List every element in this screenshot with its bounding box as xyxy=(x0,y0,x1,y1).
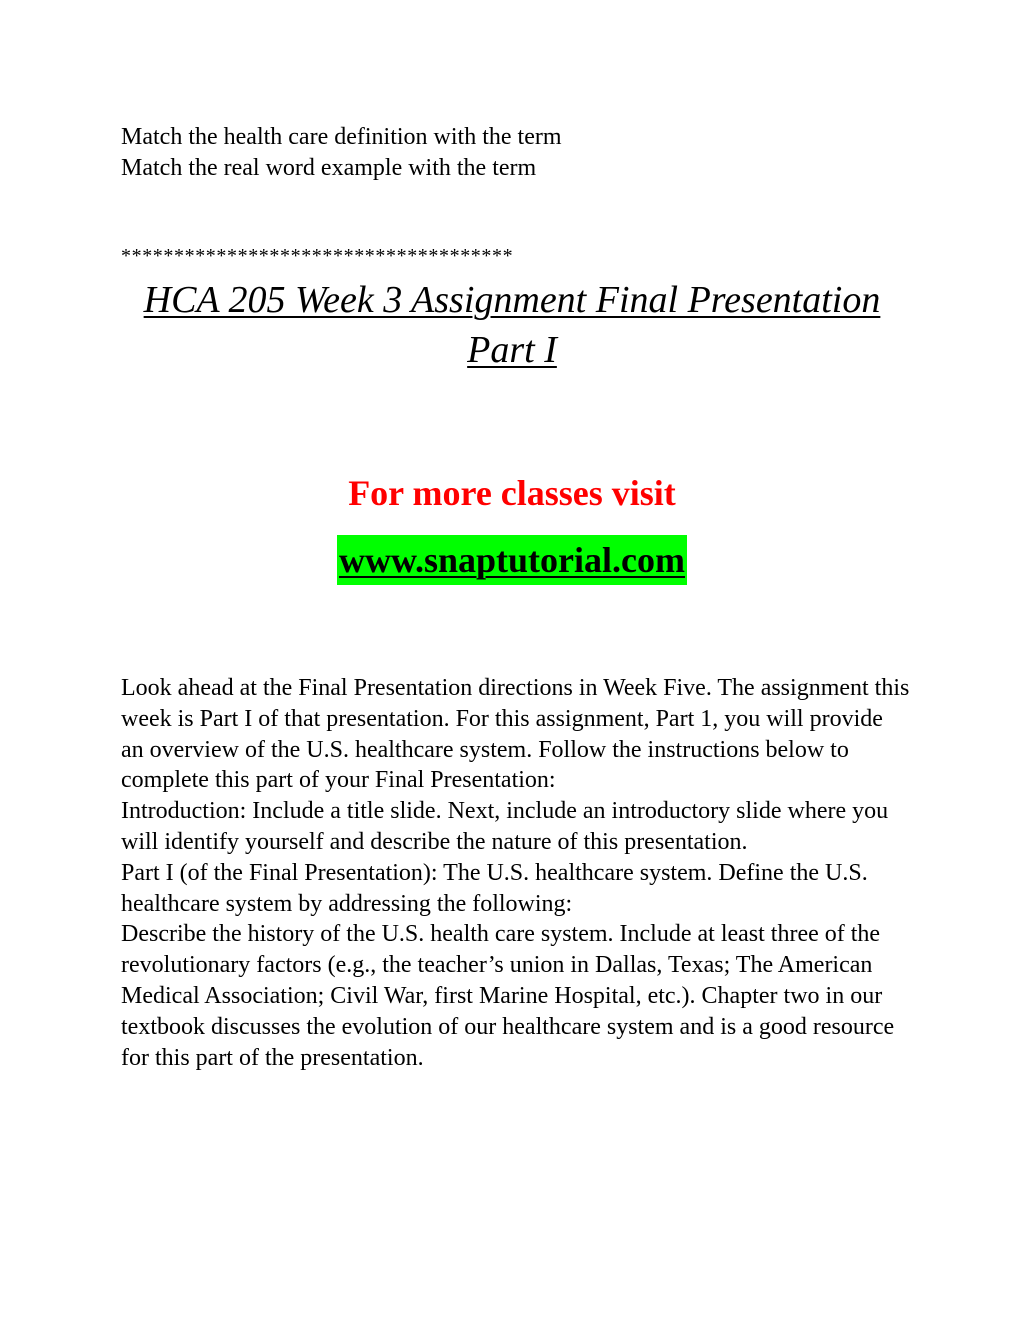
assignment-title-line1: HCA 205 Week 3 Assignment Final Presentation xyxy=(143,279,881,321)
paragraph-history: Describe the history of the U.S. health care system. Include at least three of the revolutionary factors (e.g., the teacher’s union in Dallas, Texas; The American Medical Association; Civil War, first Marine Hospital, etc.). Chapter two in our textbook discusses the evolution of our healthcare system and is a good resource for this part of the presentation. xyxy=(121,921,895,1071)
assignment-title-line2: Part I xyxy=(467,329,557,371)
paragraph-overview: Look ahead at the Final Presentation directions in Week Five. The assignment this week is Part I of that presentation. For this assignment, Part 1, you will provide an overview of the U.S. healthcare system. Follow the instructions below to complete this part of your Final Presentation: xyxy=(121,675,910,794)
paragraph-part-one: Part I (of the Final Presentation): The U.S. healthcare system. Define the U.S. healthcare system by addressing the following: xyxy=(121,859,868,917)
asterisk-separator: ************************************* xyxy=(121,245,514,267)
promo-text: For more classes visit xyxy=(348,473,676,513)
intro-lines xyxy=(121,122,921,184)
intro-line-definition: Match the health care definition with the term xyxy=(121,124,562,150)
paragraph-introduction: Introduction: Include a title slide. Next, include an introductory slide where you will identify yourself and describe the nature of this presentation. xyxy=(121,798,889,855)
assignment-description xyxy=(121,673,911,1073)
intro-line-example: Match the real word example with the term xyxy=(121,155,537,181)
assignment-title xyxy=(100,275,924,375)
promo-link-wrapper xyxy=(100,535,924,585)
snaptutorial-link[interactable]: www.snaptutorial.com xyxy=(337,535,687,585)
